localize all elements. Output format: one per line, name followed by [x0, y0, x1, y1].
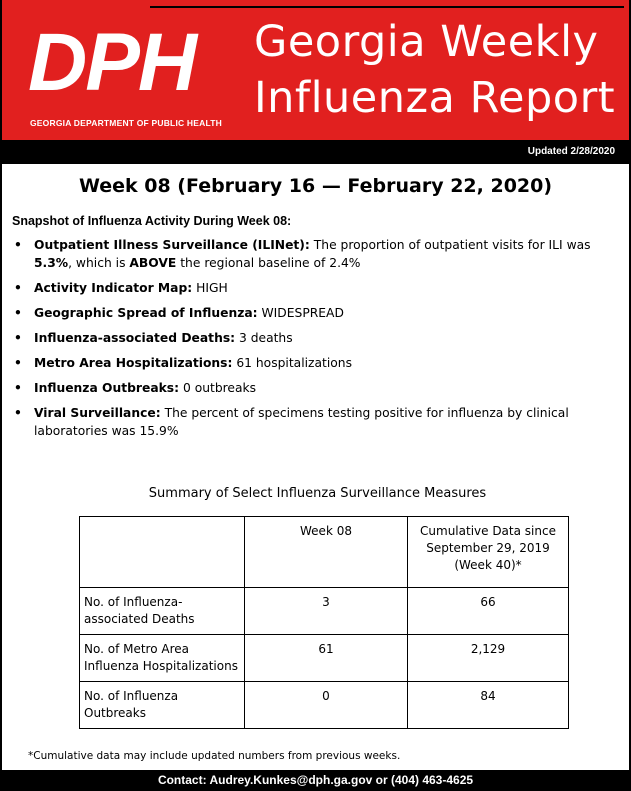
contact-bar	[2, 770, 629, 791]
table-row	[80, 682, 569, 729]
bullet-activity-map	[12, 279, 624, 297]
table-header-row	[80, 517, 569, 588]
bullet-outbreaks	[12, 379, 624, 397]
summary-title: Summary of Select Influenza Surveillance Measures	[148, 486, 487, 501]
ili-value: 5.3%	[34, 256, 69, 270]
row-label: No. of Influenza-associated Deaths	[80, 588, 245, 635]
banner-rule	[150, 6, 624, 8]
dph-logo	[24, 17, 234, 136]
snapshot-heading: Snapshot of Influenza Activity During Week 08:	[12, 214, 292, 228]
logo-text: DPH	[28, 17, 196, 108]
contact-info: Contact: Audrey.Kunkes@dph.ga.gov or (404) 463-4625	[157, 773, 474, 787]
row-label: No. of Influenza Outbreaks	[80, 682, 245, 729]
bullet-viral-surveillance	[12, 404, 624, 440]
bullet-deaths	[12, 329, 624, 347]
baseline-emphasis: ABOVE	[129, 256, 177, 270]
bullet-text: 0 outbreaks	[179, 381, 257, 395]
table-row	[80, 635, 569, 682]
bullet-ilinet	[12, 236, 624, 272]
bullet-text: The percent of specimens testing positive for influenza by clinical laboratories was 15.9%	[34, 406, 569, 438]
bullet-text: the regional baseline of 2.4%	[176, 256, 361, 270]
cumulative-value: 84	[408, 682, 569, 729]
week-value: 3	[245, 588, 408, 635]
bullet-text: HIGH	[192, 281, 228, 295]
table-row	[80, 588, 569, 635]
bullet-text: 61 hospitalizations	[232, 356, 352, 370]
bullet-text: The proportion of outpatient visits for ILI was	[309, 238, 591, 252]
week-value: 0	[245, 682, 408, 729]
bullet-label: Outpatient Illness Surveillance (ILINet):	[34, 238, 310, 252]
footnote: *Cumulative data may include updated numbers from previous weeks.	[28, 750, 401, 762]
title-line-1: Georgia Weekly	[254, 17, 599, 67]
header-cell	[80, 517, 245, 588]
updated-date: Updated 2/28/2020	[527, 146, 615, 157]
row-label: No. of Metro Area Influenza Hospitalizations	[80, 635, 245, 682]
header-banner	[2, 0, 629, 140]
bullet-geographic-spread	[12, 304, 624, 322]
header-cell: Cumulative Data since September 29, 2019 (Week 40)*	[408, 517, 569, 588]
header-cell: Week 08	[245, 517, 408, 588]
bullet-label: Geographic Spread of Influenza:	[34, 306, 258, 320]
title-line-2: Influenza Report	[254, 73, 616, 123]
bullet-text: WIDESPREAD	[257, 306, 344, 320]
logo-subtitle: GEORGIA DEPARTMENT OF PUBLIC HEALTH	[30, 118, 222, 128]
activity-bullet-list	[12, 236, 624, 447]
report-title	[254, 14, 626, 126]
week-value: 61	[245, 635, 408, 682]
bullet-label: Viral Surveillance:	[34, 406, 161, 420]
bullet-label: Influenza Outbreaks:	[34, 381, 180, 395]
summary-table	[79, 516, 569, 729]
cumulative-value: 66	[408, 588, 569, 635]
bullet-label: Activity Indicator Map:	[34, 281, 193, 295]
bullet-text: , which is	[68, 256, 130, 270]
cumulative-value: 2,129	[408, 635, 569, 682]
bullet-text: 3 deaths	[235, 331, 293, 345]
week-heading: Week 08 (February 16 — February 22, 2020)	[78, 175, 553, 197]
bullet-label: Influenza-associated Deaths:	[34, 331, 236, 345]
bullet-label: Metro Area Hospitalizations:	[34, 356, 233, 370]
updated-bar	[2, 140, 629, 164]
bullet-hospitalizations	[12, 354, 624, 372]
